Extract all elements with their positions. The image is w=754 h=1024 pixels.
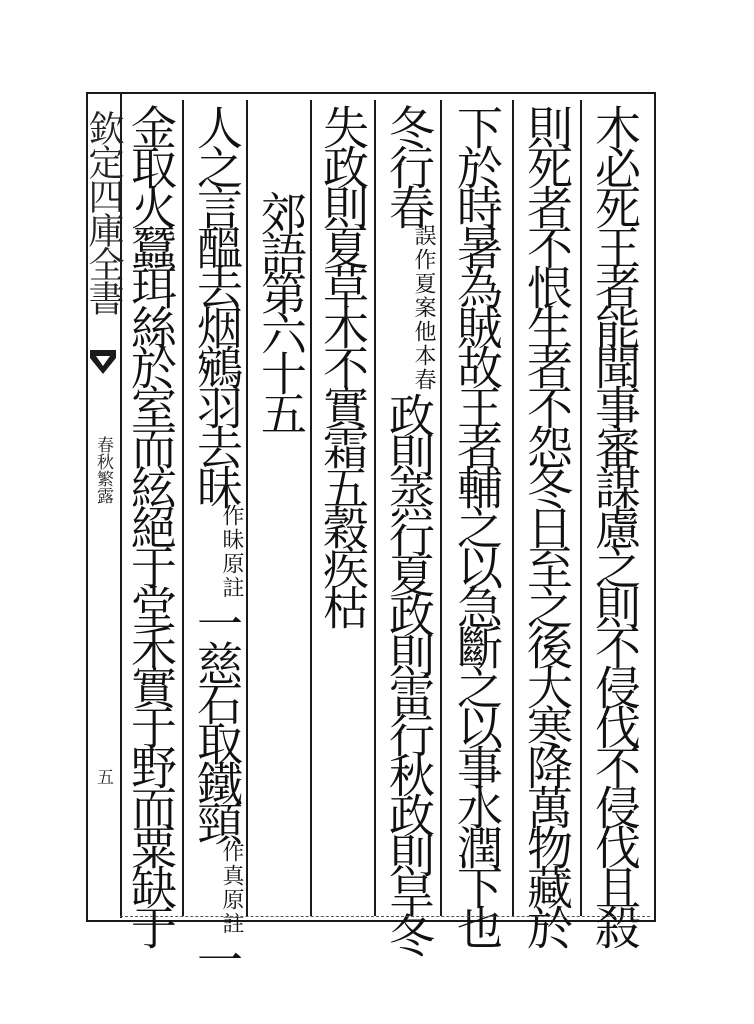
text-column-2: 則死者不恨生者不怨冬日至之後大寒降萬物藏於 bbox=[520, 104, 574, 944]
text-column-8: 金取火蠶珥絲於室而絃絕于堂禾實于野而粟缺于 bbox=[124, 104, 178, 944]
margin-book-title: 春秋繁露 bbox=[93, 436, 113, 504]
commentary-note bbox=[410, 224, 436, 392]
column-rule bbox=[374, 100, 376, 916]
column-rule bbox=[512, 100, 514, 916]
text-column-5: 失政則夏草木不實霜五穀疾枯 bbox=[316, 104, 370, 624]
note-right: 原註 bbox=[219, 552, 244, 600]
column-rule bbox=[182, 100, 184, 916]
margin-title: 欽定四庫全書 bbox=[83, 110, 124, 314]
text-column-4 bbox=[378, 104, 440, 952]
bottom-rule bbox=[120, 916, 650, 917]
column-7-text-a: 人之言醞去烟鵷羽去昧 bbox=[190, 104, 244, 504]
column-4-text-a: 冬行春 bbox=[382, 104, 436, 224]
column-7-text-b: 一慈石取鐵頸 bbox=[190, 600, 244, 840]
column-rule bbox=[440, 100, 442, 916]
commentary-note bbox=[218, 840, 244, 936]
column-rule bbox=[580, 100, 582, 916]
note-left: 誤作夏 bbox=[411, 224, 436, 296]
chapter-heading: 郊語第六十五 bbox=[254, 190, 308, 430]
margin-page-number: 五 bbox=[93, 768, 113, 785]
note-left: 作昧 bbox=[219, 504, 244, 552]
text-column-1: 木必死王者能聞事審謀慮之則不侵伐不侵伐且殺 bbox=[588, 104, 642, 944]
column-4-text-b: 政則蒸行夏政則雷行秋政則旱冬 bbox=[382, 392, 436, 952]
text-column-7 bbox=[186, 104, 248, 976]
note-right: 案他本春 bbox=[411, 296, 436, 392]
note-left: 作真 bbox=[219, 840, 244, 888]
text-column-3: 下於時暑為賊故王者輔之以急斷之以事水潤下也 bbox=[450, 104, 504, 944]
note-right: 原註 bbox=[219, 888, 244, 936]
column-7-text-c: 一 bbox=[190, 936, 244, 976]
commentary-note bbox=[218, 504, 244, 600]
fish-tail-ornament bbox=[88, 348, 118, 376]
